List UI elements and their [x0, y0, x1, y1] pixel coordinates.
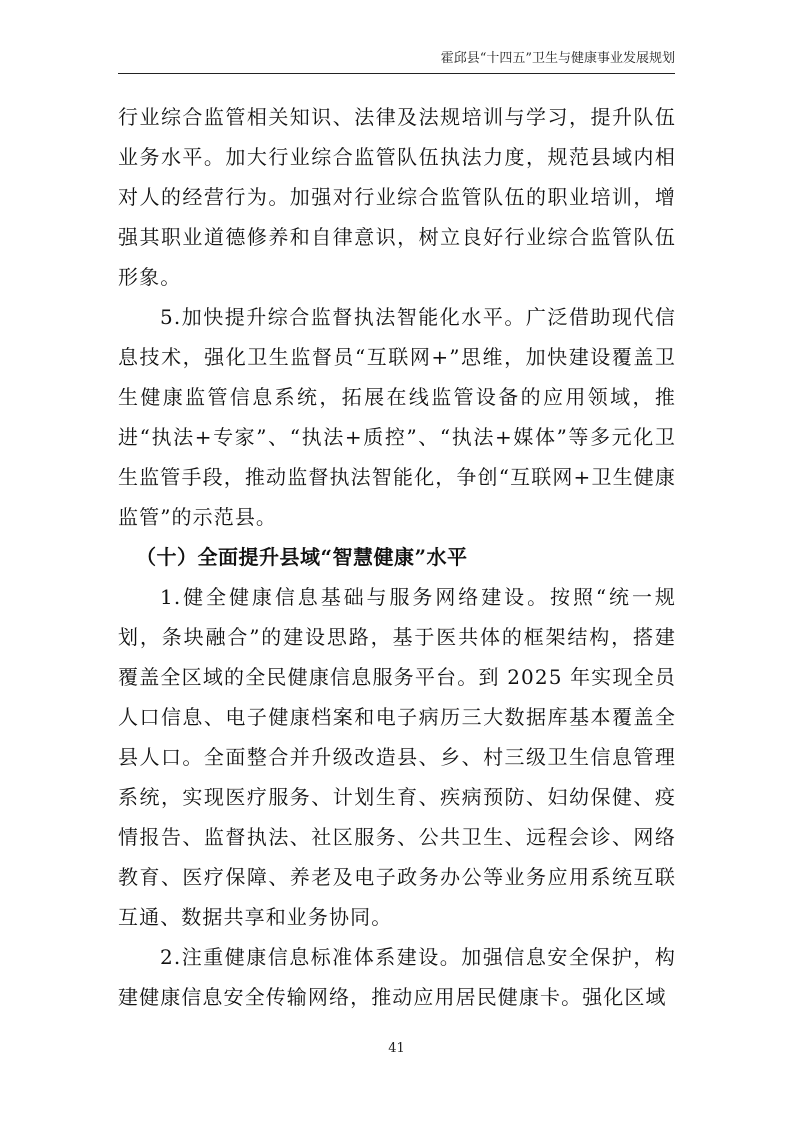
section-heading: （十）全面提升县域“智慧健康”水平	[136, 545, 468, 569]
document-body	[118, 97, 676, 1017]
paragraph-continuation: 行业综合监管相关知识、法律及法规培训与学习，提升队伍业务水平。加大行业综合监管队伍执法力度，规范县域内相对人的经营行为。加强对行业综合监管队伍的职业培训，增强其职业道德修养和自律意识，树立良好行业综合监管队伍形象。	[118, 105, 676, 289]
running-header: 霍邱县“十四五”卫生与健康事业发展规划	[440, 51, 675, 66]
header-rule	[118, 73, 675, 74]
paragraph-item-1: 1.健全健康信息基础与服务网络建设。按照“统一规划，条块融合”的建设思路，基于医共体的框架结构，搭建覆盖全区域的全民健康信息服务平台。到 2025 年实现全员人口信息、电子健康档案和电子病历三大数据库基本覆盖全县人口。全面整合并升级改造县、乡、村三级卫生信息管理系统，实现医疗服务、计划生育、疾病预防、妇幼保健、疫情报告、监督执法、社区服务、公共卫生、远程会诊、网络教育、医疗保障、养老及电子政务办公等业务应用系统互联互通、数据共享和业务协同。	[118, 585, 676, 929]
paragraph-item-2: 2.注重健康信息标准体系建设。加强信息安全保护，构建健康信息安全传输网络，推动应用居民健康卡。强化区域	[118, 945, 676, 1009]
page-number: 41	[388, 1041, 405, 1056]
paragraph-item-5: 5.加快提升综合监督执法智能化水平。广泛借助现代信息技术，强化卫生监督员“互联网+”思维，加快建设覆盖卫生健康监管信息系统，拓展在线监管设备的应用领域，推进“执法+专家”、“执法+质控”、“执法+媒体”等多元化卫生监管手段，推动监督执法智能化，争创“互联网+卫生健康监管”的示范县。	[118, 305, 676, 529]
